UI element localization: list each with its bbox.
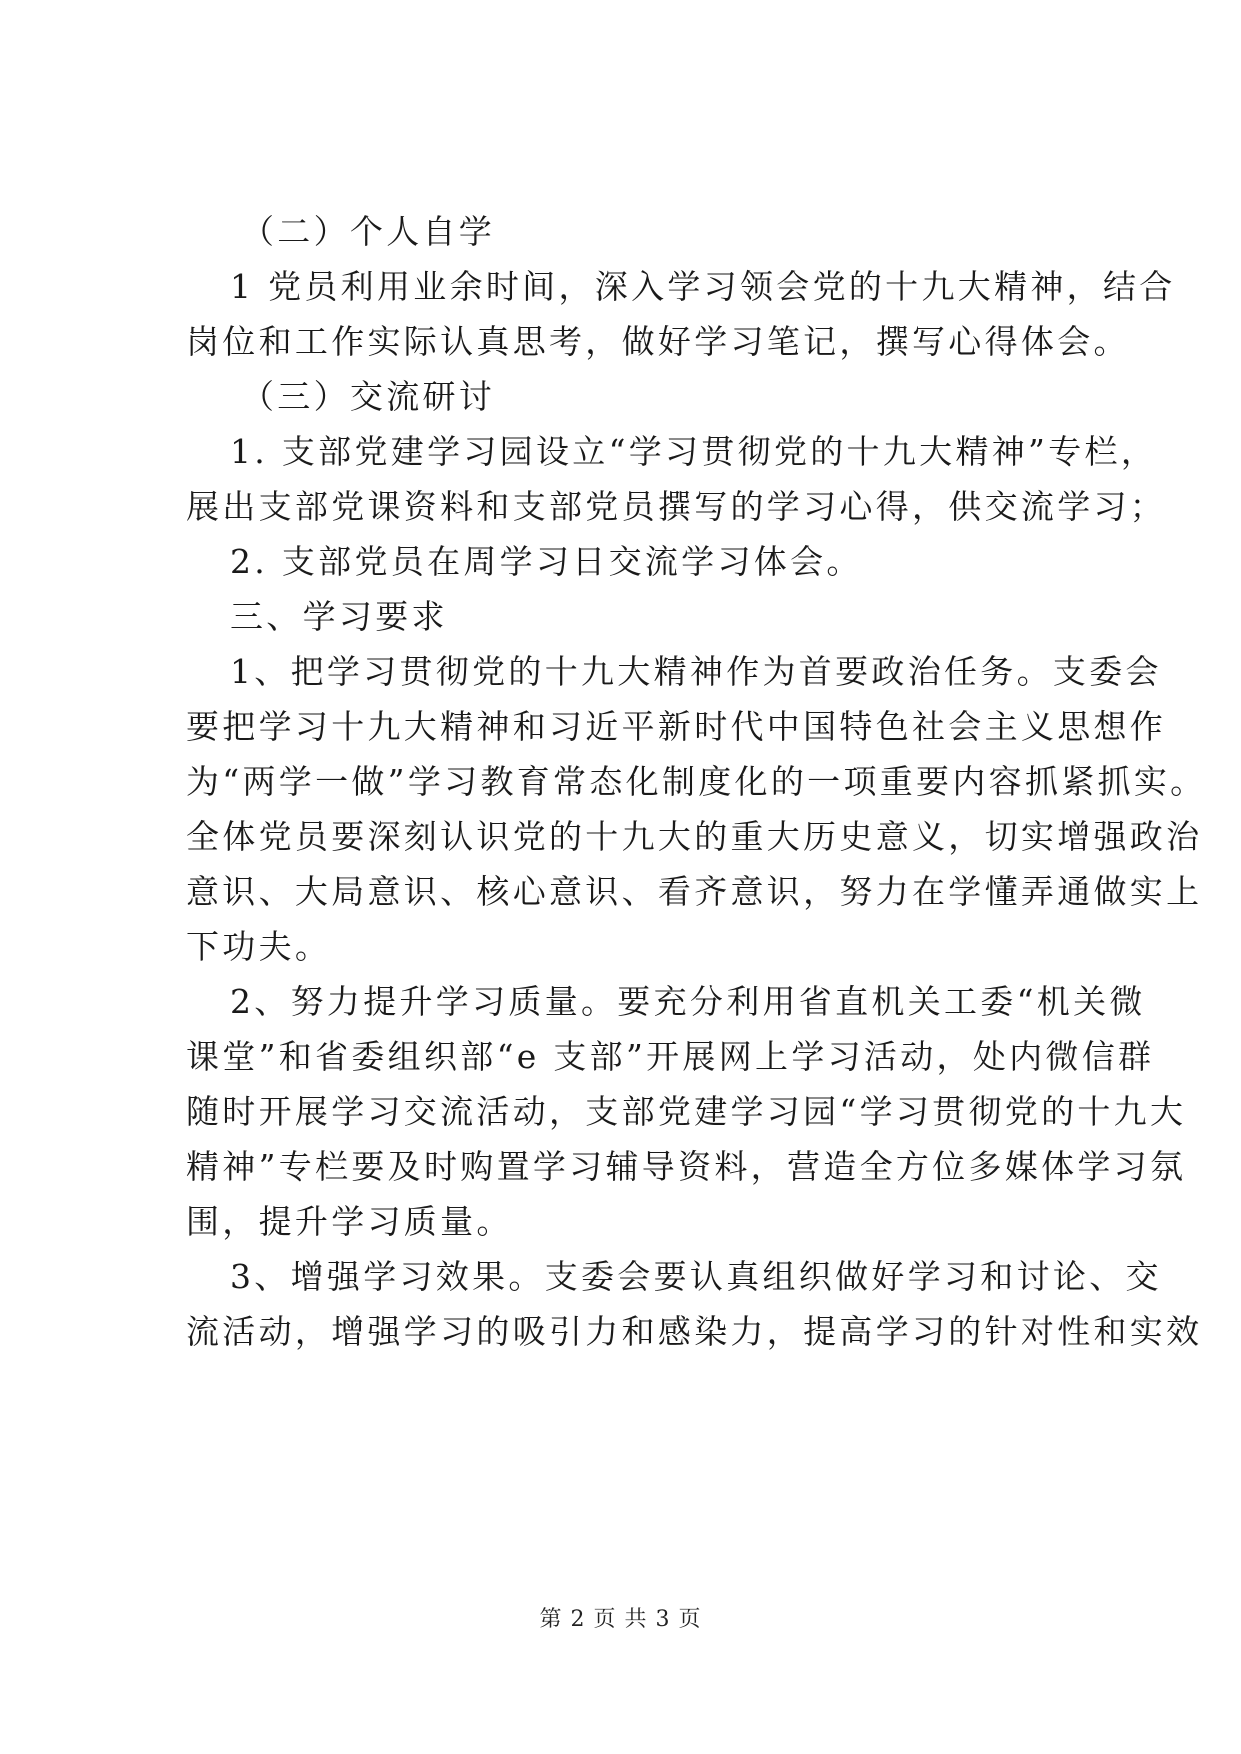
paragraph-line: 课堂”和省委组织部“e 支部”开展网上学习活动，处内微信群 xyxy=(186,1037,1155,1076)
paragraph-line: 要把学习十九大精神和习近平新时代中国特色社会主义思想作 xyxy=(186,707,1167,746)
section-heading-requirements: 三、学习要求 xyxy=(230,597,448,636)
section-heading-self-study: （二）个人自学 xyxy=(241,212,496,251)
paragraph-line: 下功夫。 xyxy=(186,927,332,966)
paragraph-line: 1 党员利用业余时间，深入学习领会党的十九大精神，结合 xyxy=(230,267,1176,306)
paragraph-line: 1、把学习贯彻党的十九大精神作为首要政治任务。支委会 xyxy=(230,652,1162,691)
paragraph-line: 岗位和工作实际认真思考，做好学习笔记，撰写心得体会。 xyxy=(186,322,1130,361)
paragraph-line: 为“两学一做”学习教育常态化制度化的一项重要内容抓紧抓实。 xyxy=(186,762,1207,801)
paragraph-line: 2、努力提升学习质量。要充分利用省直机关工委“机关微 xyxy=(230,982,1146,1021)
section-heading-discussion: （三）交流研讨 xyxy=(241,377,496,416)
paragraph-line: 围，提升学习质量。 xyxy=(186,1202,513,1241)
paragraph-line: 意识、大局意识、核心意识、看齐意识，努力在学懂弄通做实上 xyxy=(186,872,1203,911)
paragraph-line: 全体党员要深刻认识党的十九大的重大历史意义，切实增强政治 xyxy=(186,817,1203,856)
paragraph-line: 3、增强学习效果。支委会要认真组织做好学习和讨论、交 xyxy=(230,1257,1162,1296)
paragraph-line: 随时开展学习交流活动，支部党建学习园“学习贯彻党的十九大 xyxy=(186,1092,1187,1131)
paragraph-line: 展出支部党课资料和支部党员撰写的学习心得，供交流学习； xyxy=(186,487,1167,526)
page-footer: 第 2 页 共 3 页 xyxy=(539,1607,702,1632)
paragraph-line: 流活动，增强学习的吸引力和感染力，提高学习的针对性和实效 xyxy=(186,1312,1203,1351)
paragraph-line: 2. 支部党员在周学习日交流学习体会。 xyxy=(230,542,863,581)
paragraph-line: 精神”专栏要及时购置学习辅导资料，营造全方位多媒体学习氛 xyxy=(186,1147,1187,1186)
paragraph-line: 1. 支部党建学习园设立“学习贯彻党的十九大精神”专栏， xyxy=(230,432,1158,471)
